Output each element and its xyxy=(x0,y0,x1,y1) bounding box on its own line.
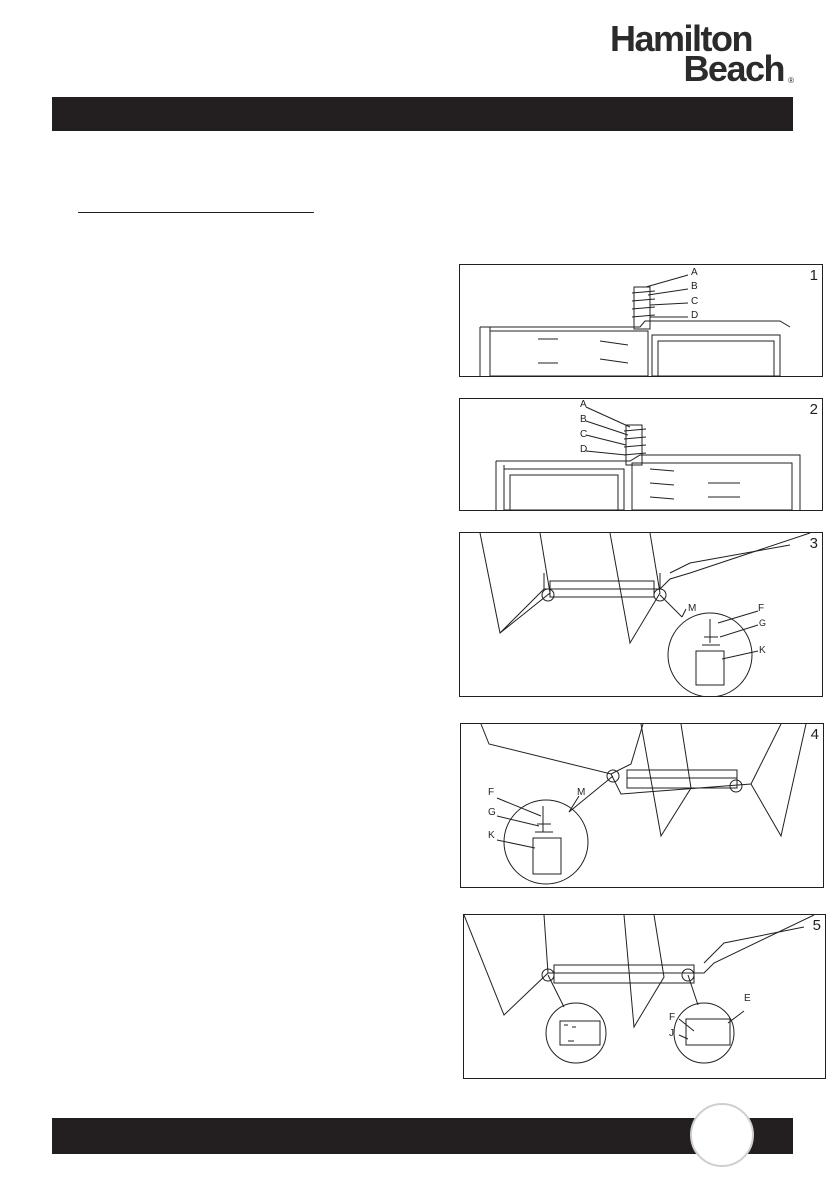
figure-5-number: 5 xyxy=(812,917,821,934)
figure-5-drawing xyxy=(464,915,825,1078)
figure-2-label-a: A xyxy=(580,399,587,410)
figure-1-label-a: A xyxy=(691,267,698,278)
figure-3-label-g: G xyxy=(759,618,767,628)
figure-5-label-f: F xyxy=(669,1012,676,1023)
figure-3-label-f: F xyxy=(758,603,765,614)
figure-2-number: 2 xyxy=(809,401,818,418)
figure-2-label-d: D xyxy=(580,444,588,455)
figure-3 xyxy=(459,532,823,697)
section-heading-underline xyxy=(78,212,314,213)
figure-2-label-b: B xyxy=(580,414,587,425)
figure-4-label-f: F xyxy=(488,787,495,798)
figure-1 xyxy=(459,264,823,377)
logo-line-1: Hamilton xyxy=(609,18,752,59)
figure-4-number: 4 xyxy=(810,726,819,743)
figure-5-label-e: E xyxy=(744,993,751,1004)
figure-3-drawing xyxy=(460,533,822,696)
figure-5-label-j: J xyxy=(669,1028,674,1039)
figure-4 xyxy=(460,723,824,888)
figure-3-label-m: M xyxy=(688,603,697,614)
figure-1-number: 1 xyxy=(809,267,818,284)
figure-4-label-k: K xyxy=(488,830,495,841)
figure-1-label-b: B xyxy=(691,281,698,292)
page-number-circle xyxy=(690,1103,754,1167)
figure-2-label-c: C xyxy=(580,429,588,440)
figure-5 xyxy=(463,914,826,1079)
registered-mark: ® xyxy=(788,76,794,85)
footer-bar xyxy=(52,1118,793,1154)
figure-2-drawing xyxy=(460,399,822,510)
figure-4-label-m: M xyxy=(577,787,586,798)
figure-3-number: 3 xyxy=(809,535,818,552)
hamilton-beach-logo xyxy=(524,18,794,89)
figure-1-label-c: C xyxy=(691,296,699,307)
header-bar xyxy=(52,97,793,131)
figure-2 xyxy=(459,398,823,511)
figure-4-label-g: G xyxy=(488,807,496,818)
figure-1-drawing xyxy=(460,265,822,376)
figure-3-label-k: K xyxy=(759,645,766,656)
figure-1-label-d: D xyxy=(691,310,699,321)
logo-line-2: Beach xyxy=(683,48,784,89)
figure-4-drawing xyxy=(461,724,823,887)
